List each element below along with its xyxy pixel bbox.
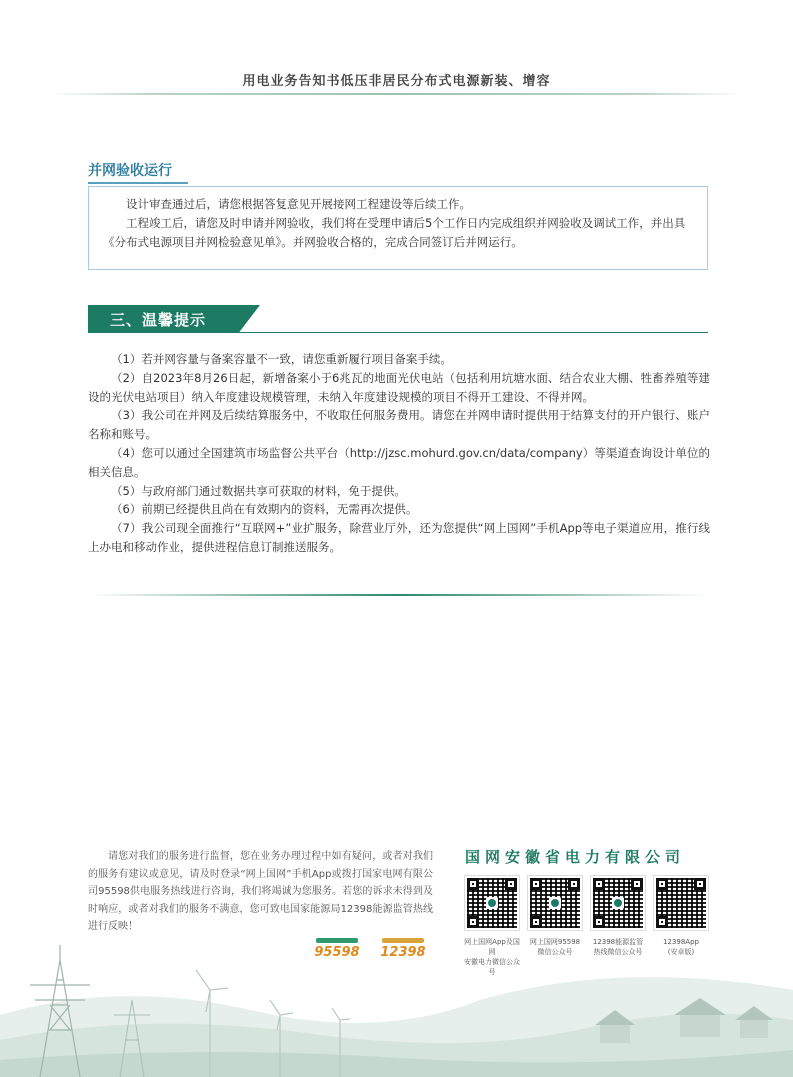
tip-item: （6）前期已经提供且尚在有效期内的资料，无需再次提供。 xyxy=(111,502,418,517)
tip-item: （2）自2023年8月26日起，新增备案小于6兆瓦的地面光伏电站（包括利用坑塘水面、结合农业大棚、牲畜养殖等建设的光伏电站项目）纳入年度建设规模管理，未纳入年度建设规模的项目不得开工建设、不得并网。 xyxy=(88,370,710,404)
qr-code-block xyxy=(651,876,711,957)
qr-caption: 网上国网95598 微信公众号 xyxy=(529,938,581,956)
qr-code-icon xyxy=(591,876,645,930)
acceptance-info-box xyxy=(88,186,708,270)
tips-list xyxy=(88,350,710,557)
qr-code-block xyxy=(462,876,522,977)
hotline-95598-logo xyxy=(312,942,362,960)
tips-heading-rule xyxy=(88,332,708,333)
acceptance-paragraph: 工程竣工后，请您及时申请并网验收，我们将在受理申请后5个工作日内完成组织并网验收及调试工作，并出具《分布式电源项目并网检验意见单》。并网验收合格的，完成合同签订后并网运行。 xyxy=(103,216,686,249)
qr-caption: 12398能源监管 热线微信公众号 xyxy=(592,938,644,956)
qr-caption: 12398App (安卓版) xyxy=(663,938,699,956)
qr-code-icon xyxy=(465,876,519,930)
header-divider xyxy=(50,93,743,95)
company-name: 国网安徽省电力有限公司 xyxy=(465,848,686,866)
acceptance-section-title: 并网验收运行 xyxy=(88,163,172,179)
tip-item: （4）您可以通过全国建筑市场监督公共平台（http://jzsc.mohurd.gov.cn/data/company）等渠道查询设计单位的相关信息。 xyxy=(88,445,710,479)
tip-item: （5）与政府部门通过数据共享可获取的材料，免于提供。 xyxy=(111,483,406,498)
acceptance-paragraph: 设计审查通过后，请您根据答复意见开展接网工程建设等后续工作。 xyxy=(126,197,471,211)
hotline-number: 95598 xyxy=(314,945,360,960)
hotline-12398-logo xyxy=(378,942,428,960)
qr-caption: 网上国网App及国网 安徽电力微信公众号 xyxy=(464,938,520,976)
hotline-number: 12398 xyxy=(380,945,426,960)
document-header-title: 用电业务告知书低压非居民分布式电源新装、增容 xyxy=(242,74,551,89)
acceptance-title-underline xyxy=(88,182,188,184)
tip-item: （3）我公司在并网及后续结算服务中，不收取任何服务费用。请您在并网申请时提供用于结算支付的开户银行、账户名称和账号。 xyxy=(88,408,710,442)
footer-paragraph: 请您对我们的服务进行监督，您在业务办理过程中如有疑问，或者对我们的服务有建议或意见，请及时登录“网上国网”手机App或拨打国家电网有限公司95598供电服务热线进行咨询，我们将竭诚为您服务。若您的诉求未得到及时响应，或者对我们的服务不满意，您可致电国家能源局12398能源监管热线进行反映！ xyxy=(88,851,433,932)
tip-item: （1）若并网容量与备案容量不一致，请您重新履行项目备案手续。 xyxy=(111,352,452,366)
tips-heading: 三、温馨提示 xyxy=(110,311,207,329)
qr-code-icon xyxy=(654,876,708,930)
qr-code-block xyxy=(588,876,648,957)
section-divider xyxy=(88,594,708,596)
qr-code-block xyxy=(525,876,585,957)
footer-supervision-text xyxy=(88,848,433,936)
tip-item: （7）我公司现全面推行“互联网+”业扩服务，除营业厅外，还为您提供“网上国网”手机App等电子渠道应用，推行线上办电和移动作业，提供进程信息订制推送服务。 xyxy=(88,521,710,554)
qr-code-icon xyxy=(528,876,582,930)
